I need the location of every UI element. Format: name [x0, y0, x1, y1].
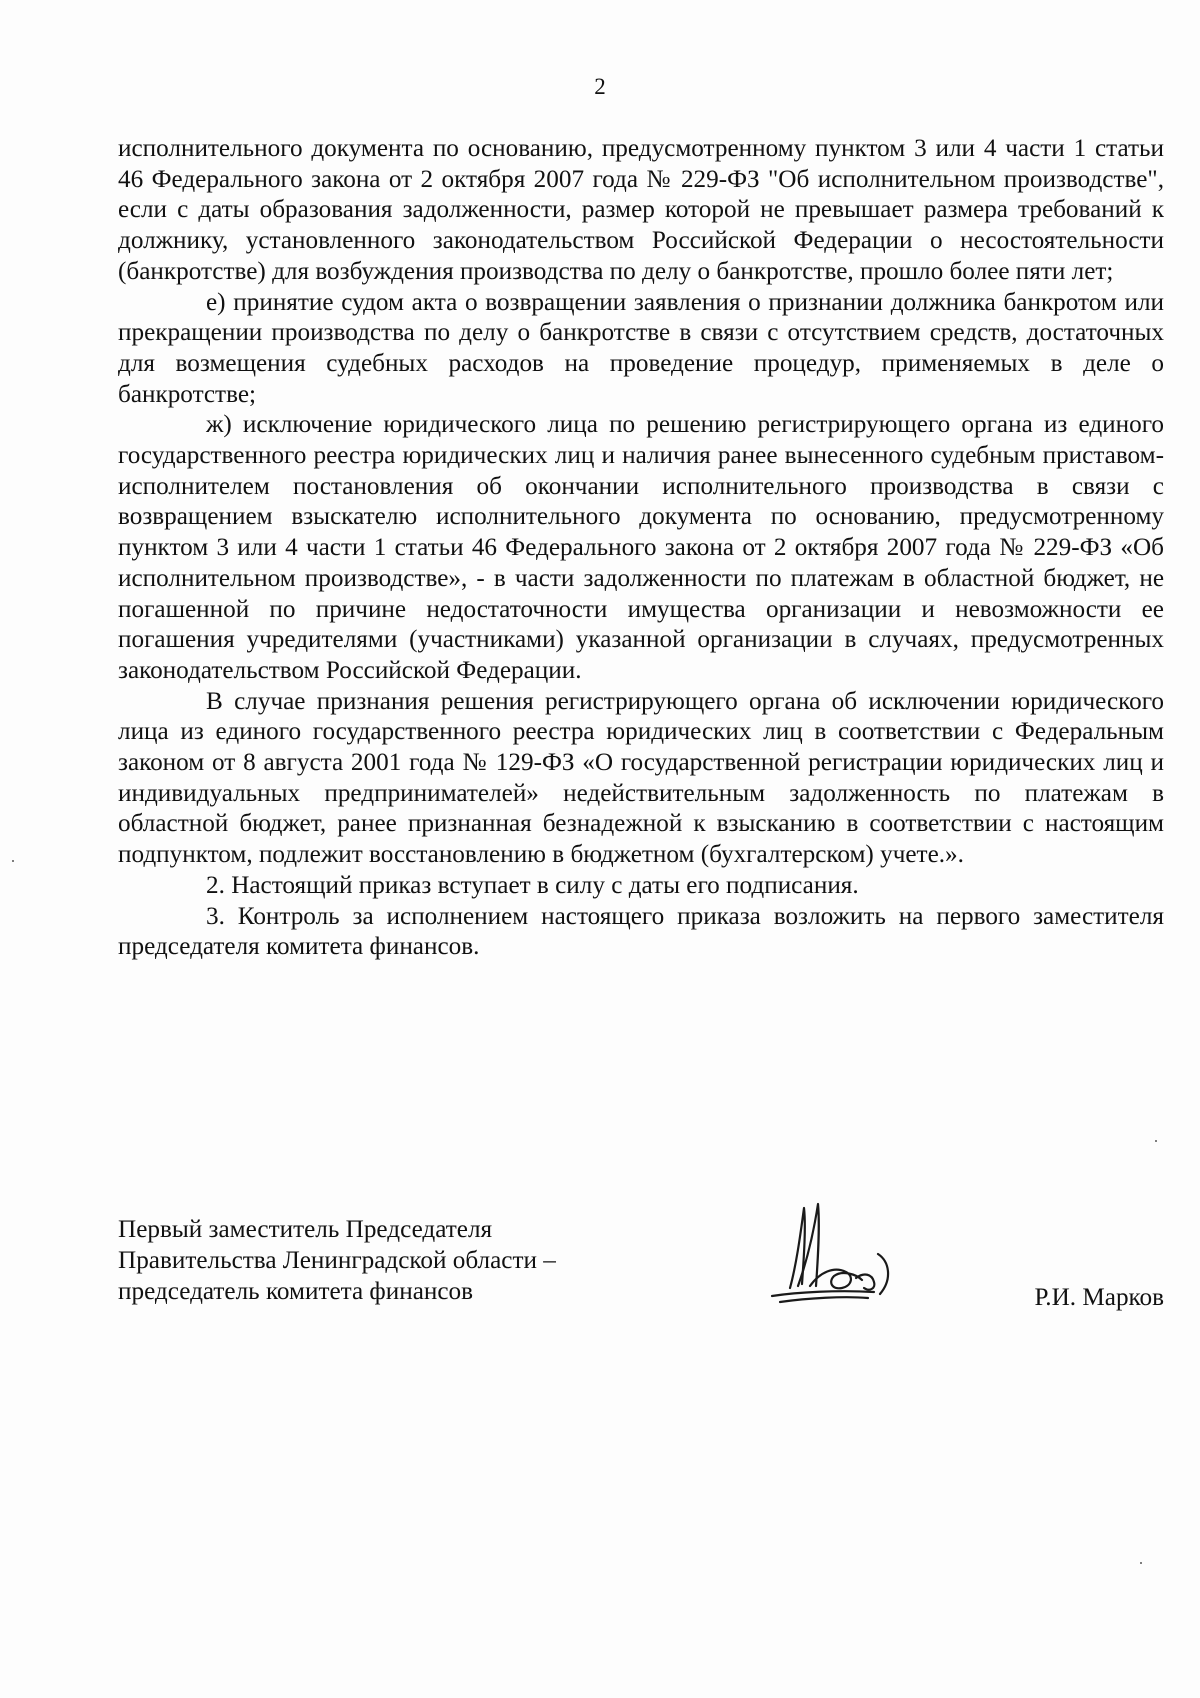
scan-speck [1140, 1562, 1142, 1564]
document-body [118, 134, 1164, 963]
paragraph-continuation: исполнительного документа по основанию, предусмотренному пунктом 3 или 4 части 1 статьи 46 Федерального закона от 2 октября 2007 года № 229-ФЗ "Об исполнительном производстве", если с даты образования задолженности, размер которой не превышает размера требований к должнику, установленного законодательством Российской Федерации о несостоятельности (банкротстве) для возбуждения производства по делу о банкротстве, прошло более пяти лет; [118, 135, 1164, 285]
signer-title-line: Первый заместитель Председателя [118, 1216, 493, 1243]
paragraph-control-clause: 3. Контроль за исполнением настоящего приказа возложить на первого заместителя председателя комитета финансов. [118, 902, 1164, 961]
scan-speck [12, 860, 14, 862]
scan-speck [1155, 1140, 1157, 1142]
paragraph-restoration-clause: В случае признания решения регистрирующего органа об исключении юридического лица из единого государственного реестра юридических лиц в соответствии с Федеральным законом от 8 августа 2001 года № 129-ФЗ «О государственной регистрации юридических лиц и индивидуальных предпринимателей» недействительным задолженность по платежам в областной бюджет, ранее признанная безнадежной к взысканию в соответствии с настоящим подпунктом, подлежит восстановлению в бюджетном (бухгалтерском) учете.». [118, 687, 1164, 869]
paragraph-effective-date: 2. Настоящий приказ вступает в силу с даты его подписания. [206, 871, 859, 899]
paragraph-item-e: е) принятие судом акта о возвращении заявления о признании должника банкротом или прекращении производства по делу о банкротстве в связи с отсутствием средств, достаточных для возмещения судебных расходов на проведение процедур, применяемых в деле о банкротстве; [118, 288, 1164, 408]
page-number: 2 [594, 74, 606, 99]
handwritten-signature [768, 1196, 908, 1311]
signature-block [118, 1214, 1164, 1334]
paragraph-item-zh: ж) исключение юридического лица по решению регистрирующего органа из единого государственного реестра юридических лиц и наличия ранее вынесенного судебным приставом-исполнителем постановления об окончании исполнительного производства в связи с возвращением взыскателю исполнительного документа по основанию, предусмотренному пунктом 3 или 4 части 1 статьи 46 Федерального закона от 2 октября 2007 года № 229-ФЗ «Об исполнительном производстве», - в части задолженности по платежам в областной бюджет, не погашенной по причине недостаточности имущества организации и невозможности ее погашения учредителями (участниками) указанной организации в случаях, предусмотренных законодательством Российской Федерации. [118, 411, 1164, 684]
signer-title-line: председатель комитета финансов [118, 1278, 474, 1305]
signer-title-line: Правительства Ленинградской области – [118, 1247, 556, 1274]
signer-title [118, 1214, 678, 1307]
signer-name: Р.И. Марков [1034, 1284, 1164, 1311]
